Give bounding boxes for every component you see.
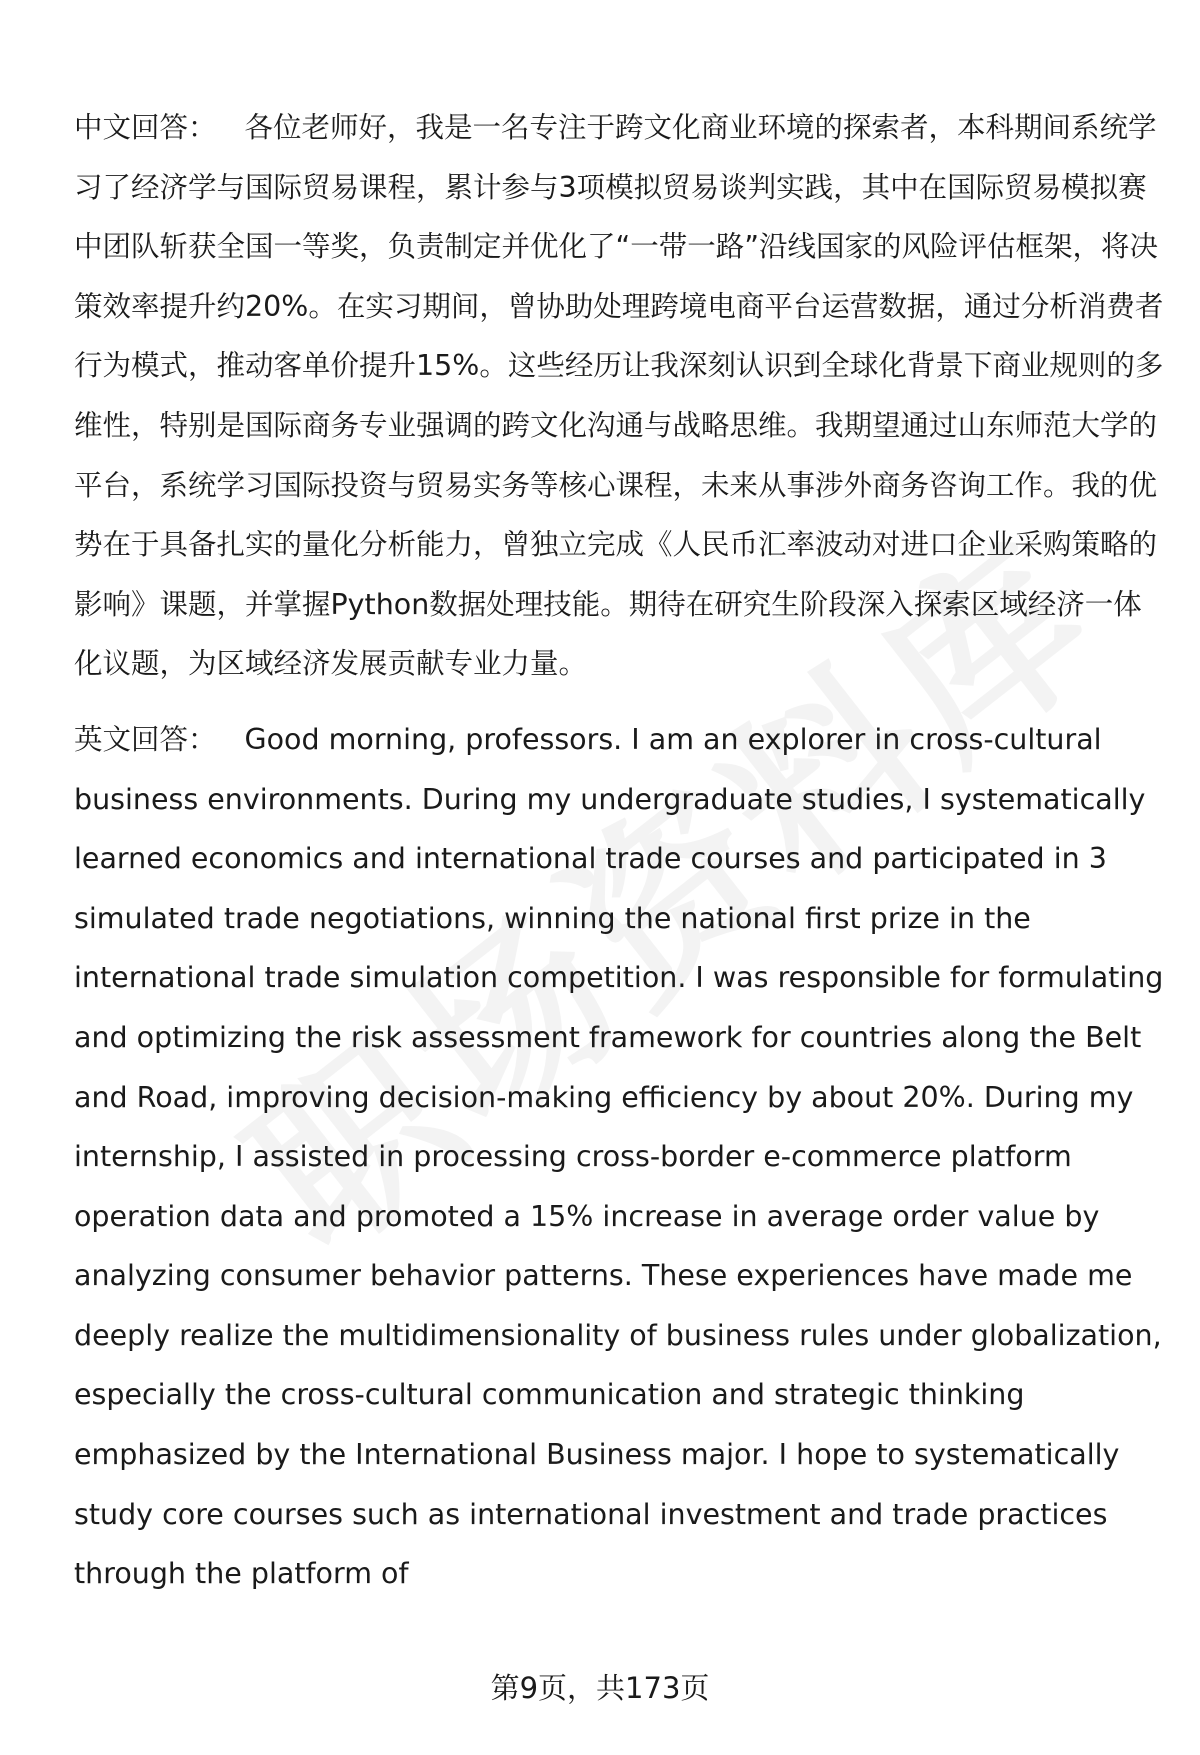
page-indicator: 第9页，共173页	[490, 1671, 710, 1705]
chinese-answer-text: 各位老师好，我是一名专注于跨文化商业环境的探索者，本科期间系统学习了经济学与国际贸易课程，累计参与3项模拟贸易谈判实践，其中在国际贸易模拟赛中团队斩获全国一等奖，负责制定并优化了“一带一路”沿线国家的风险评估框架，将决策效率提升约20%。在实习期间，曾协助处理跨境电商平台运营数据，通过分析消费者行为模式，推动客单价提升15%。这些经历让我深刻认识到全球化背景下商业规则的多维性，特别是国际商务专业强调的跨文化沟通与战略思维。我期望通过山东师范大学的平台，系统学习国际投资与贸易实务等核心课程，未来从事涉外商务咨询工作。我的优势在于具备扎实的量化分析能力，曾独立完成《人民币汇率波动对进口企业采购策略的影响》课题，并掌握Python数据处理技能。期待在研究生阶段深入探索区域经济一体化议题，为区域经济发展贡献专业力量。	[74, 111, 1164, 681]
english-answer-paragraph	[74, 710, 1164, 1604]
document-body	[74, 98, 1164, 1604]
chinese-answer-label: 中文回答：	[74, 111, 217, 144]
chinese-answer-paragraph	[74, 98, 1164, 694]
english-answer-text: Good morning, professors. I am an explorer in cross-cultural business environments. During my undergraduate studies, I systematically learned economics and international trade courses and participated in 3 simulated trade negotiations, winning the national first prize in the international trade simulation competition. I was responsible for formulating and optimizing the risk assessment framework for countries along the Belt and Road, improving decision-making efficiency by about 20%. During my internship, I assisted in processing cross-border e-commerce platform operation data and promoted a 15% increase in average order value by analyzing consumer behavior patterns. These experiences have made me deeply realize the multidimensionality of business rules under globalization, especially the cross-cultural communication and strategic thinking emphasized by the International Business major. I hope to systematically study core courses such as international investment and trade practices through the platform of	[74, 722, 1164, 1591]
english-answer-label: 英文回答：	[74, 722, 217, 756]
